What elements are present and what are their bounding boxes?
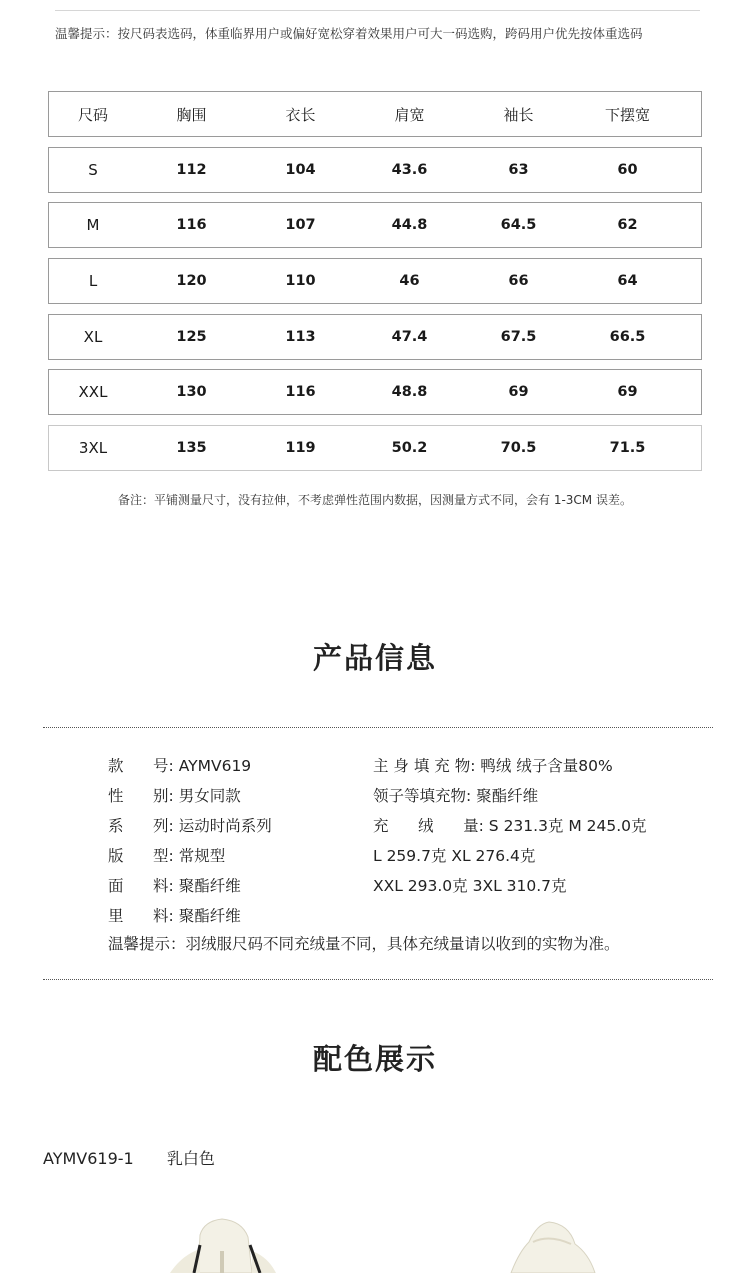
table-cell: 135: [176, 440, 207, 456]
table-cell: 46: [399, 273, 420, 289]
info-value: 聚酯纤维: [178, 877, 241, 895]
info-footer-tip: 温馨提示：羽绒服尺码不同充绒量不同，具体充绒量请以收到的实物为准。: [108, 935, 620, 953]
table-cell: 113: [285, 329, 316, 345]
table-cell: 64: [617, 273, 638, 289]
info-value: AYMV619: [178, 757, 252, 775]
size-cell: XL: [83, 328, 103, 346]
info-value: 聚酯纤维: [178, 907, 241, 925]
info-value: L 259.7克 XL 276.4克: [373, 847, 536, 865]
measurement-note: 备注：平铺测量尺寸，没有拉伸，不考虑弹性范围内数据，因测量方式不同，会有 1-3CM 误差。: [118, 493, 632, 507]
color-code: AYMV619-1: [43, 1149, 134, 1168]
info-value: 常规型: [178, 847, 226, 865]
header-cell: 胸围: [176, 105, 207, 124]
info-value: 男女同款: [178, 787, 241, 805]
info-label: 面 料:: [108, 877, 174, 895]
table-cell: 50.2: [391, 440, 428, 456]
table-cell: 67.5: [500, 329, 537, 345]
jacket-front-image: [160, 1215, 280, 1273]
info-value: 鸭绒 绒子含量80%: [480, 757, 613, 775]
info-label: 性 别:: [108, 787, 174, 805]
table-cell: 116: [285, 384, 316, 400]
table-row: [48, 258, 702, 304]
info-down-weight-2: [373, 844, 535, 866]
size-cell: 3XL: [78, 439, 108, 457]
size-tip: 温馨提示：按尺码表选码，体重临界用户或偏好宽松穿着效果用户可大一码选购，跨码用户优先按体重选码: [55, 26, 643, 41]
info-label: 里 料:: [108, 907, 174, 925]
dotted-divider: [43, 727, 713, 728]
table-cell: 60: [617, 162, 638, 178]
table-cell: 130: [176, 384, 207, 400]
info-down-weight-3: [373, 874, 567, 896]
info-fabric: [108, 874, 241, 896]
table-cell: 66: [508, 273, 529, 289]
size-cell: L: [88, 272, 98, 290]
info-lining: [108, 904, 241, 926]
info-label: 领子等填充物:: [373, 787, 472, 805]
info-value: 聚酯纤维: [476, 787, 539, 805]
table-cell: 48.8: [391, 384, 428, 400]
info-label: 系 列:: [108, 817, 174, 835]
table-cell: 62: [617, 217, 638, 233]
table-cell: 71.5: [609, 440, 646, 456]
table-cell: 125: [176, 329, 207, 345]
info-label: 主 身 填 充 物:: [373, 757, 476, 775]
info-value: XXL 293.0克 3XL 310.7克: [373, 877, 567, 895]
table-cell: 112: [176, 162, 207, 178]
product-info-title: 产品信息: [312, 641, 437, 675]
info-style-no: [108, 754, 251, 776]
table-cell: 69: [617, 384, 638, 400]
jacket-back-image: [485, 1218, 605, 1273]
table-cell: 70.5: [500, 440, 537, 456]
header-cell: 肩宽: [394, 105, 425, 124]
size-table-header: [48, 91, 702, 137]
table-cell: 110: [285, 273, 316, 289]
info-label: 款 号:: [108, 757, 174, 775]
header-cell: 下摆宽: [604, 105, 650, 124]
table-cell: 69: [508, 384, 529, 400]
table-row: [48, 369, 702, 415]
table-cell: 64.5: [500, 217, 537, 233]
info-down-weight: [373, 814, 647, 836]
table-cell: 43.6: [391, 162, 428, 178]
info-main-filling: [373, 754, 613, 776]
table-cell: 47.4: [391, 329, 428, 345]
info-fit: [108, 844, 225, 866]
info-label: 充 绒 量:: [373, 817, 484, 835]
color-name: 乳白色: [166, 1149, 215, 1168]
size-cell: M: [86, 216, 100, 234]
table-row: [48, 202, 702, 248]
size-cell: XXL: [78, 383, 108, 401]
info-gender: [108, 784, 241, 806]
info-label: 版 型:: [108, 847, 174, 865]
table-cell: 119: [285, 440, 316, 456]
info-value: 运动时尚系列: [178, 817, 272, 835]
size-cell: S: [88, 161, 98, 179]
info-value: S 231.3克 M 245.0克: [488, 817, 647, 835]
dotted-divider: [43, 979, 713, 980]
info-series: [108, 814, 272, 836]
header-cell: 袖长: [503, 105, 534, 124]
table-row: [48, 147, 702, 193]
top-divider: [55, 10, 700, 11]
header-cell: 衣长: [285, 105, 316, 124]
header-cell: 尺码: [77, 105, 108, 124]
color-section-title: 配色展示: [312, 1042, 437, 1076]
table-cell: 66.5: [609, 329, 646, 345]
table-row: [48, 314, 702, 360]
table-cell: 44.8: [391, 217, 428, 233]
table-cell: 120: [176, 273, 207, 289]
table-cell: 104: [285, 162, 316, 178]
table-cell: 63: [508, 162, 529, 178]
table-cell: 116: [176, 217, 207, 233]
color-label: [43, 1146, 215, 1169]
table-cell: 107: [285, 217, 316, 233]
table-row: [48, 425, 702, 471]
info-collar-filling: [373, 784, 538, 806]
